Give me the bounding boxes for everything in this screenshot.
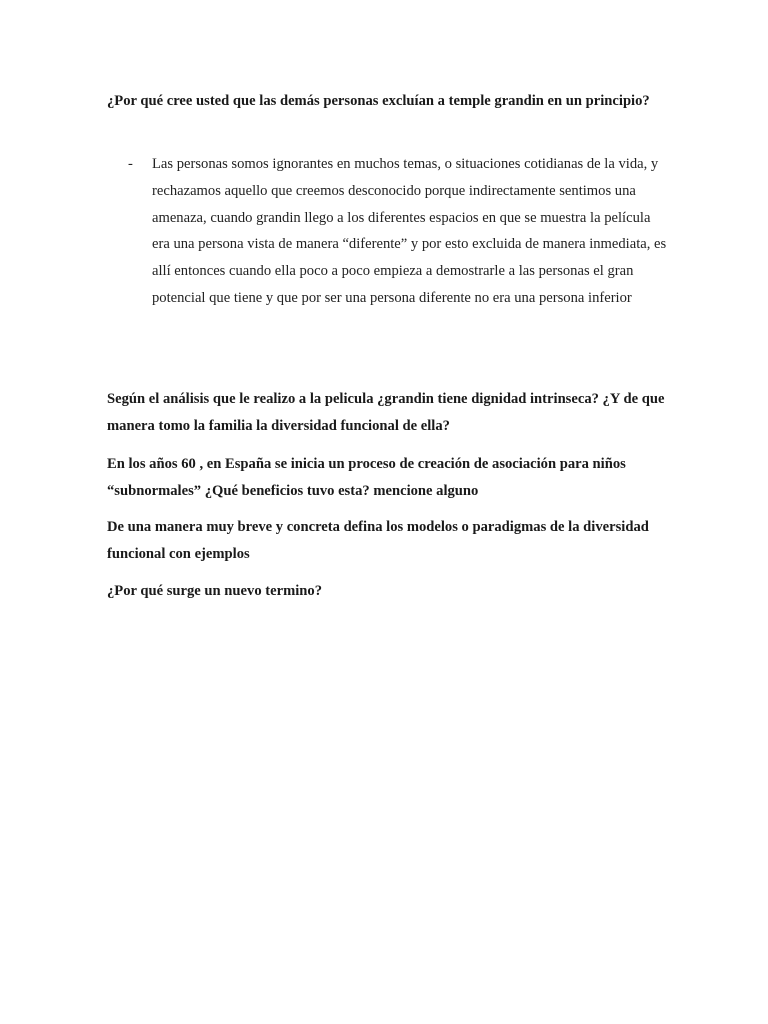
question-5: ¿Por qué surge un nuevo termino? bbox=[107, 583, 322, 599]
answer-1-text: Las personas somos ignorantes en muchos temas, o situaciones cotidianas de la vida, y rechazamos aquello que creemos desconocido porque indirectamente sentimos una amenaza, cuando grandin llego a los diferentes espacios en que se muestra la película era una persona vista de manera “diferente” y por esto excluida de manera inmediata, es allí entonces cuando ella poco a poco empieza a demostrarle a las personas el gran potencial que tiene y que por ser una persona diferente no era una persona inferior bbox=[152, 156, 667, 306]
answer-1-item bbox=[107, 151, 667, 312]
answer-1-list bbox=[107, 151, 667, 312]
question-3: En los años 60 , en España se inicia un proceso de creación de asociación para niños “subnormales” ¿Qué beneficios tuvo esta? mencione alguno bbox=[107, 456, 626, 499]
question-2: Según el análisis que le realizo a la pelicula ¿grandin tiene dignidad intrinseca? ¿Y de que manera tomo la familia la diversidad funcional de ella? bbox=[107, 391, 665, 434]
question-4: De una manera muy breve y concreta defina los modelos o paradigmas de la diversidad funcional con ejemplos bbox=[107, 519, 649, 562]
question-1: ¿Por qué cree usted que las demás personas excluían a temple grandin en un principio? bbox=[107, 93, 650, 109]
bullet-dash: - bbox=[128, 156, 133, 172]
